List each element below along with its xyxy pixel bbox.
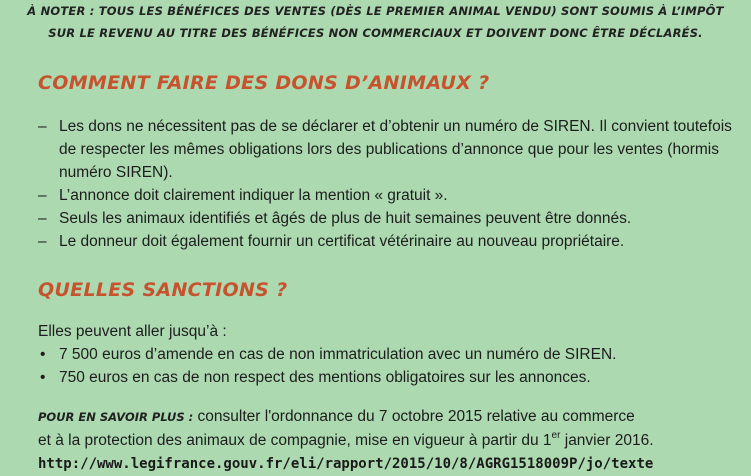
- more-info-line-1: [38, 405, 738, 429]
- legifrance-link[interactable]: http://www.legifrance.gouv.fr/eli/rapport/2015/10/8/AGRG1518009P/jo/texte: [38, 456, 654, 472]
- sanctions-heading: QUELLES SANCTIONS ?: [38, 279, 288, 301]
- list-item-text: Seuls les animaux identifiés et âgés de plus de huit semaines peuvent être donnés.: [59, 210, 632, 227]
- list-item: [38, 207, 738, 230]
- more-info-text-1: consulter l'ordonnance du 7 octobre 2015 relative au commerce: [193, 408, 635, 425]
- more-info-label: POUR EN SAVOIR PLUS :: [38, 410, 194, 424]
- list-item-text: L’annonce doit clairement indiquer la mention « gratuit ».: [59, 187, 448, 204]
- sanctions-intro: Elles peuvent aller jusqu’à :: [38, 323, 227, 340]
- list-item-text: 7 500 euros d’amende en cas de non immatriculation avec un numéro de SIREN.: [59, 346, 617, 363]
- dash-marker: –: [38, 233, 47, 250]
- dash-marker: –: [38, 187, 47, 204]
- note-line-1: À NOTER : TOUS LES BÉNÉFICES DES VENTES (DÈS LE PREMIER ANIMAL VENDU) SONT SOUMIS À L’IMPÔT: [27, 4, 724, 18]
- dons-heading: COMMENT FAIRE DES DONS D’ANIMAUX ?: [38, 72, 490, 94]
- list-item: [38, 230, 738, 253]
- more-info-line-2: [38, 429, 738, 452]
- list-item: [38, 343, 616, 366]
- dons-list: [38, 115, 738, 253]
- more-info-text-2: et à la protection des animaux de compagnie, mise en vigueur à partir du 1: [38, 432, 552, 449]
- list-item: [38, 366, 616, 389]
- note-line-2: SUR LE REVENU AU TITRE DES BÉNÉFICES NON COMMERCIAUX ET DOIVENT DONC ÊTRE DÉCLARÉS.: [48, 26, 703, 40]
- dash-marker: –: [38, 118, 47, 135]
- list-item: [38, 115, 738, 184]
- note-banner: [0, 0, 751, 44]
- dash-marker: –: [38, 210, 47, 227]
- bullet-marker: •: [40, 346, 46, 363]
- list-item-text: Le donneur doit également fournir un certificat vétérinaire au nouveau propriétaire.: [59, 233, 625, 250]
- more-info-text-3: janvier 2016.: [560, 432, 654, 449]
- list-item-text: Les dons ne nécessitent pas de se déclarer et d’obtenir un numéro de SIREN. Il convient toutefois de respecter les mêmes obligations lors des publications d’annonce que pour les ventes (hormis numéro SIREN).: [59, 118, 732, 181]
- sanctions-list: [38, 343, 616, 389]
- more-info: [38, 405, 738, 476]
- list-item: [38, 184, 738, 207]
- bullet-marker: •: [40, 369, 46, 386]
- more-info-line-3: [38, 452, 738, 476]
- list-item-text: 750 euros en cas de non respect des mentions obligatoires sur les annonces.: [59, 369, 591, 386]
- ordinal-suffix: er: [551, 429, 561, 441]
